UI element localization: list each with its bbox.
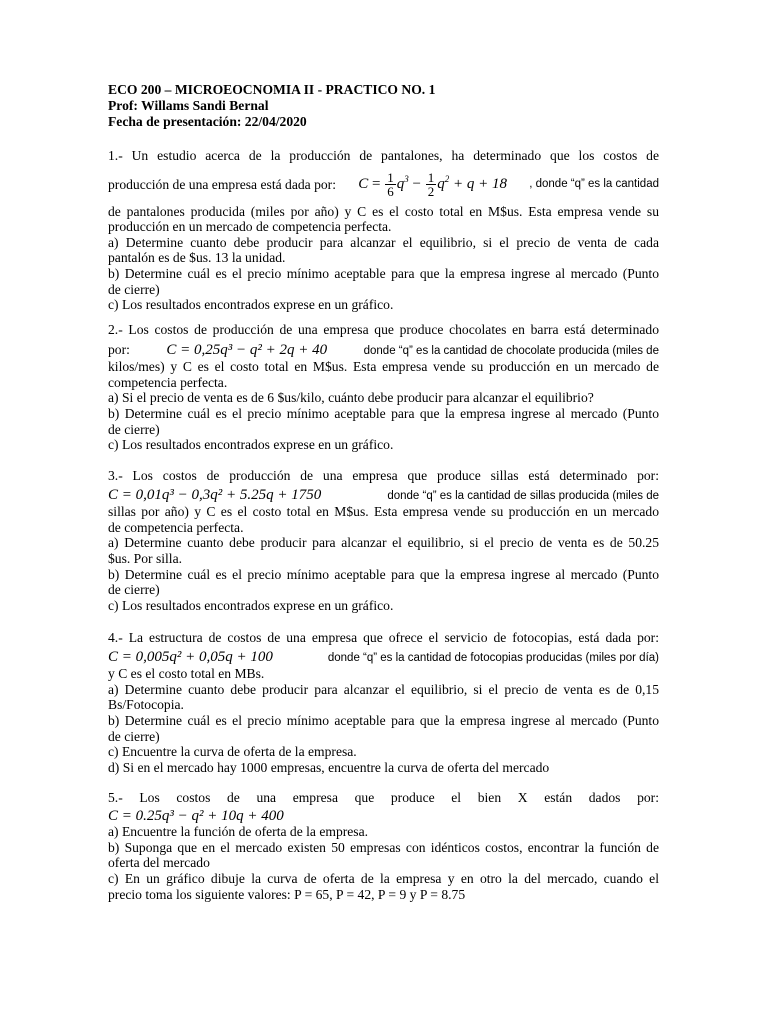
- problem-4-part-d: d) Si en el mercado hay 1000 empresas, encuentre la curva de oferta del mercado: [108, 759, 550, 775]
- cost-function-1: C = $\frac{1}{6}$ $q^3$ − $\frac{1}{2}$ $q^2 + q + 18$: [358, 170, 507, 200]
- problem-2-line: kilos/mes) y C es el costo total en M$us. Esta empresa vende su producción en un mercado de: [108, 359, 659, 375]
- problem-3-part-c: c) Los resultados encontrados exprese en un gráfico.: [108, 597, 394, 613]
- problem-5-part-b: b) Suponga que en el mercado existen 50 empresas con idénticos costos, encontrar la función de: [108, 839, 659, 855]
- problem-4-part-b: b) Determine cuál es el precio mínimo aceptable para que la empresa ingrese al mercado (Punto: [108, 712, 659, 728]
- problem-1-line: 1.- Un estudio acerca de la producción de pantalones, ha determinado que los costos de: [108, 148, 659, 163]
- problem-3-line: de competencia perfecta.: [108, 519, 244, 535]
- problem-5-part-b-cont: oferta del mercado: [108, 855, 210, 871]
- problem-1-line: producción en un mercado de competencia perfecta.: [108, 219, 392, 235]
- problem-1-part-b: b) Determine cuál es el precio mínimo aceptable para que la empresa ingrese al mercado (Punto: [108, 265, 659, 281]
- problem-4: [108, 630, 659, 775]
- problem-3-formula-line: C = 0,01q³ − 0,3q² + 5.25q + 1750 donde “q” es la cantidad de sillas producida (miles de: [108, 486, 659, 503]
- problem-2: [108, 322, 659, 453]
- problem-1-formula-line: producción de una empresa está dada por: C = $\frac{1}{6}$ $q^3$ − $\frac{1}{2}$ $q^2 + q + 18$ , donde “q” es la cantidad: [108, 170, 659, 200]
- problem-2-line: 2.- Los costos de producción de una empresa que produce chocolates en barra está determinado: [108, 322, 659, 337]
- problem-1: [108, 148, 659, 313]
- problem-5-part-c: c) En un gráfico dibuje la curva de oferta de la empresa y en otro la del mercado, cuando el: [108, 870, 659, 886]
- problem-4-part-a-cont: Bs/Fotocopia.: [108, 697, 184, 713]
- problem-2-formula-line: por: C = 0,25q³ − q² + 2q + 40 donde “q” es la cantidad de chocolate producida (miles de: [108, 341, 659, 358]
- problem-3-part-a: a) Determine cuanto debe producir para alcanzar el equilibrio, si el precio de venta es de 50.25: [108, 535, 659, 551]
- problem-3-line: sillas por año) y C es el costo total en M$us. Esta empresa vende su producción en un mercado: [108, 504, 659, 520]
- cost-function-2: C = 0,25q³ − q² + 2q + 40: [166, 341, 328, 358]
- problem-2-part-a: a) Si el precio de venta es de 6 $us/kilo, cuánto debe producir para alcanzar el equilibrio?: [108, 390, 594, 406]
- problem-1-part-c: c) Los resultados encontrados exprese en un gráfico.: [108, 297, 394, 313]
- problem-3-line: 3.- Los costos de producción de una empresa que produce sillas está determinado por:: [108, 468, 659, 483]
- document-header: [108, 82, 435, 130]
- problem-5: [108, 790, 659, 902]
- problem-4-part-c: c) Encuentre la curva de oferta de la empresa.: [108, 744, 357, 760]
- course-title: ECO 200 – MICROEOCNOMIA II - PRACTICO NO. 1: [108, 82, 436, 97]
- problem-4-part-b-cont: de cierre): [108, 728, 160, 744]
- problem-5-part-c-cont: precio toma los siguiente valores: P = 65, P = 42, P = 9 y P = 8.75: [108, 886, 466, 902]
- problem-2-part-b: b) Determine cuál es el precio mínimo aceptable para que la empresa ingrese al mercado (Punto: [108, 405, 659, 421]
- professor-name: Prof: Willams Sandi Bernal: [108, 98, 269, 113]
- problem-4-part-a: a) Determine cuanto debe producir para alcanzar el equilibrio, si el precio de venta es de 0,15: [108, 681, 659, 697]
- problem-3-part-a-cont: $us. Por silla.: [108, 550, 183, 566]
- problem-3: [108, 468, 659, 613]
- cost-function-3: C = 0,01q³ − 0,3q² + 5.25q + 1750: [108, 486, 322, 503]
- problem-3-part-b: b) Determine cuál es el precio mínimo aceptable para que la empresa ingrese al mercado (Punto: [108, 566, 659, 582]
- due-date: Fecha de presentación: 22/04/2020: [108, 114, 307, 129]
- problem-1-part-a-cont: pantalón es de $us. 13 la unidad.: [108, 250, 286, 266]
- problem-4-line: y C es el costo total en MBs.: [108, 666, 265, 682]
- problem-1-part-a: a) Determine cuanto debe producir para alcanzar el equilibrio, si el precio de venta de cada: [108, 234, 659, 250]
- cost-function-4: C = 0,005q² + 0,05q + 100: [108, 648, 273, 665]
- problem-1-part-b-cont: de cierre): [108, 281, 160, 297]
- problem-2-part-c: c) Los resultados encontrados exprese en un gráfico.: [108, 437, 394, 453]
- problem-4-line: 4.- La estructura de costos de una empresa que ofrece el servicio de fotocopias, está dada por:: [108, 630, 659, 645]
- cost-function-5: C = 0.25q³ − q² + 10q + 400: [108, 807, 284, 824]
- problem-2-part-b-cont: de cierre): [108, 421, 160, 437]
- problem-5-line: 5.- Los costos de una empresa que produce el bien X están dados por:: [108, 790, 659, 805]
- problem-2-line: competencia perfecta.: [108, 374, 228, 390]
- problem-4-formula-line: C = 0,005q² + 0,05q + 100 donde “q” es la cantidad de fotocopias producidas (miles por día): [108, 648, 659, 665]
- problem-5-part-a: a) Encuentre la función de oferta de la empresa.: [108, 824, 369, 840]
- problem-5-formula-line: [108, 808, 659, 825]
- problem-3-part-b-cont: de cierre): [108, 582, 160, 598]
- problem-1-line: de pantalones producida (miles por año) y C es el costo total en M$us. Esta empresa vende su: [108, 203, 659, 219]
